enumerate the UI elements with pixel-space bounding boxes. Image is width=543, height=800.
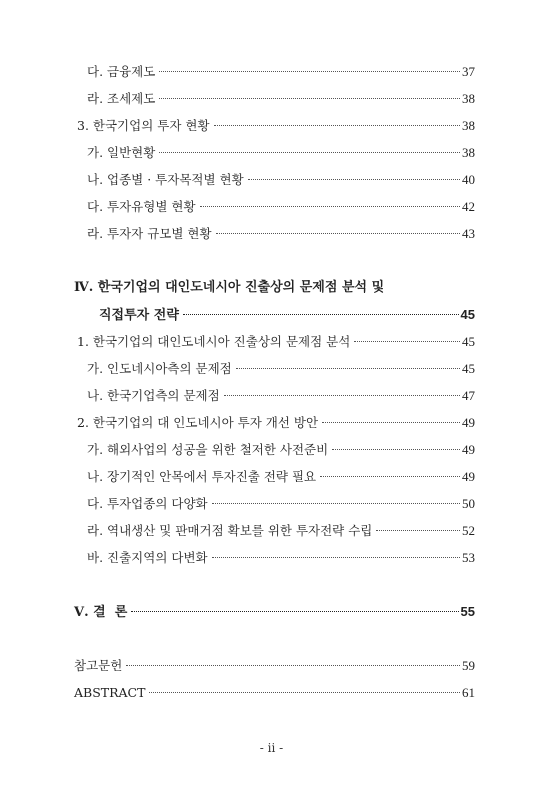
toc-entry	[87, 198, 475, 216]
toc-entry-label: 라. 조세제도	[87, 91, 156, 106]
toc-entry-label: 나. 업종별 · 투자목적별 현황	[87, 172, 244, 187]
toc-entry-page: 45	[462, 334, 475, 349]
toc-entry-page: 45	[462, 361, 475, 376]
dot-leader	[376, 530, 460, 531]
toc-entry	[87, 360, 475, 378]
chapter-heading-continuation: 직접투자 전략	[99, 308, 179, 323]
chapter-page: 45	[460, 307, 475, 322]
toc-entry	[87, 63, 475, 81]
toc-entry-label: 라. 투자자 규모별 현황	[87, 226, 212, 241]
page-number: - ii -	[259, 741, 284, 755]
toc-entry	[77, 414, 475, 432]
toc-entry-label: 1. 한국기업의 대인도네시아 진출상의 문제점 분석	[77, 334, 351, 349]
toc-entry	[87, 522, 475, 540]
toc-entry-label: 가. 일반현황	[87, 145, 156, 160]
toc-entry-page: 49	[462, 469, 475, 484]
toc-entry	[87, 441, 475, 459]
dot-leader	[332, 449, 460, 450]
chapter-page: 55	[460, 604, 475, 619]
toc-entry-page: 42	[462, 199, 475, 214]
toc-entry-label: 가. 해외사업의 성공을 위한 철저한 사전준비	[87, 442, 329, 457]
dot-leader	[131, 611, 458, 612]
dot-leader	[322, 422, 460, 423]
toc-entry-label: 다. 투자업종의 다양화	[87, 496, 208, 511]
toc-entry-page: 47	[462, 388, 475, 403]
dot-leader	[159, 98, 460, 99]
toc-entry	[87, 387, 475, 405]
toc-entry	[77, 117, 475, 135]
toc-entry	[74, 684, 475, 702]
toc-entry-label: 다. 투자유형별 현황	[87, 199, 196, 214]
dot-leader	[212, 503, 460, 504]
toc-entry-page: 50	[462, 496, 475, 511]
toc-entry-page: 61	[462, 685, 475, 700]
dot-leader	[248, 179, 460, 180]
toc-entry-label: 2. 한국기업의 대 인도네시아 투자 개선 방안	[77, 415, 319, 430]
chapter-heading: Ⅴ. 결 론	[74, 605, 128, 620]
toc-entry-label: 바. 진출지역의 다변화	[87, 550, 208, 565]
toc-entry-label: 나. 장기적인 안목에서 투자진출 전략 필요	[87, 469, 317, 484]
toc-entry-label: 나. 한국기업측의 문제점	[87, 388, 220, 403]
toc-entry-page: 52	[462, 523, 475, 538]
dot-leader	[354, 341, 460, 342]
toc-entry-label: 다. 금융제도	[87, 64, 156, 79]
toc-entry-label: 가. 인도네시아측의 문제점	[87, 361, 232, 376]
dot-leader	[216, 233, 460, 234]
toc-entry-label: ABSTRACT	[74, 685, 146, 700]
dot-leader	[183, 314, 459, 315]
toc-entry-page: 38	[462, 91, 475, 106]
toc-entry	[87, 495, 475, 513]
toc-entry-page: 59	[462, 658, 475, 673]
toc-entry-label: 라. 역내생산 및 판매거점 확보를 위한 투자전략 수립	[87, 523, 373, 538]
dot-leader	[149, 692, 460, 693]
chapter-heading-line	[99, 306, 475, 324]
chapter-heading-line	[74, 603, 475, 621]
dot-leader	[236, 368, 460, 369]
toc-entry-label: 참고문헌	[74, 658, 123, 673]
dot-leader	[320, 476, 460, 477]
dot-leader	[126, 665, 460, 666]
chapter-heading: Ⅳ. 한국기업의 대인도네시아 진출상의 문제점 분석 및	[74, 280, 385, 295]
dot-leader	[159, 71, 460, 72]
dot-leader	[200, 206, 460, 207]
toc-entry-page: 43	[462, 226, 475, 241]
dot-leader	[214, 125, 460, 126]
toc-entry-page: 49	[462, 442, 475, 457]
toc-entry	[87, 144, 475, 162]
toc-entry	[87, 468, 475, 486]
toc-entry-page: 38	[462, 145, 475, 160]
toc-entry-page: 37	[462, 64, 475, 79]
toc-entry	[87, 171, 475, 189]
toc-entry	[87, 225, 475, 243]
dot-leader	[212, 557, 460, 558]
dot-leader	[224, 395, 460, 396]
toc-entry-page: 38	[462, 118, 475, 133]
dot-leader	[159, 152, 460, 153]
toc-entry	[87, 90, 475, 108]
toc-entry	[87, 549, 475, 567]
toc-entry-label: 3. 한국기업의 투자 현황	[77, 118, 210, 133]
toc-entry-page: 40	[462, 172, 475, 187]
toc-entry-page: 49	[462, 415, 475, 430]
toc-entry-page: 53	[462, 550, 475, 565]
toc-entry	[77, 333, 475, 351]
toc-entry	[74, 657, 475, 675]
